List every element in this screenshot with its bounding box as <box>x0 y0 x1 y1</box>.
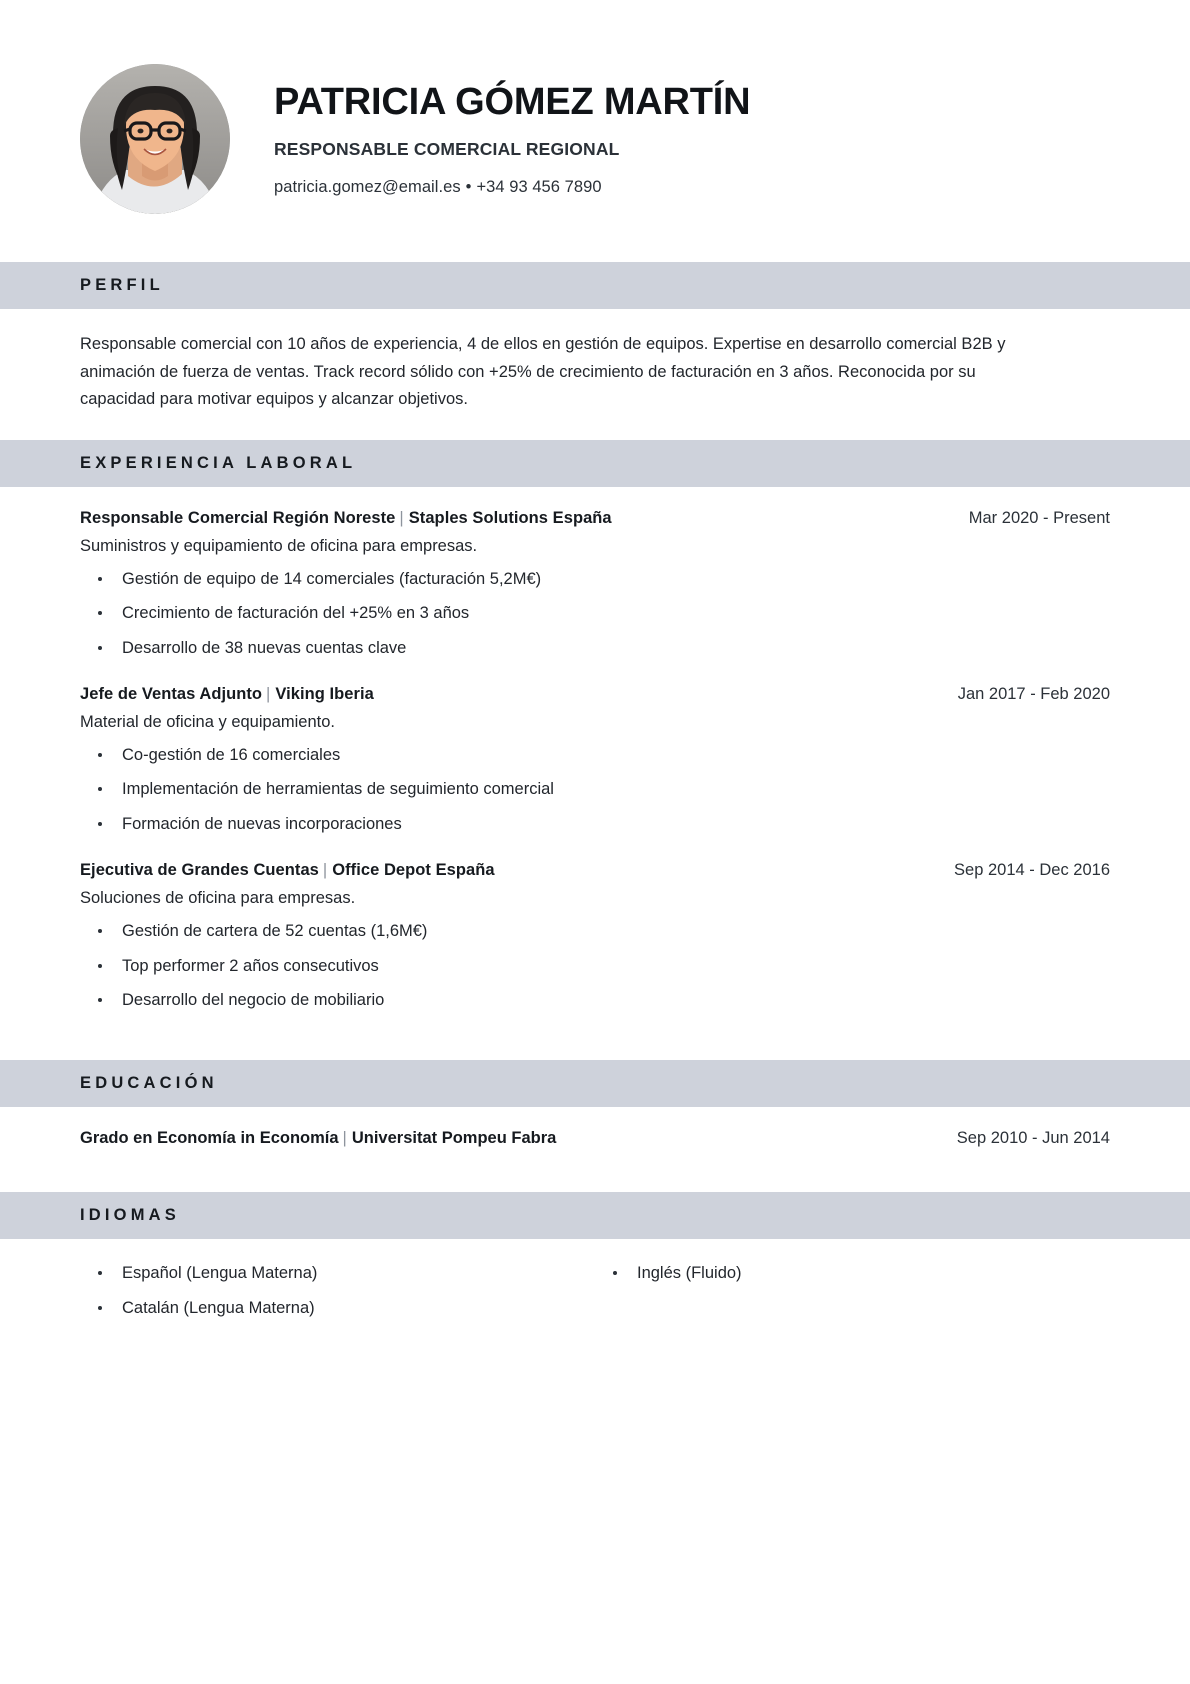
experience-item-header <box>80 685 1110 704</box>
section-title-languages: IDIOMAS <box>80 1205 180 1224</box>
section-title-experience: EXPERIENCIA LABORAL <box>80 453 357 472</box>
contact-line <box>274 178 1120 197</box>
experience-dates: Jan 2017 - Feb 2020 <box>957 684 1110 703</box>
experience-item <box>80 685 1110 835</box>
experience-bullets <box>80 745 1110 835</box>
languages-column-left <box>80 1261 595 1320</box>
experience-role-company <box>80 861 495 880</box>
experience-item-header <box>80 509 1110 528</box>
header-text-block <box>274 81 1120 198</box>
section-body-profile <box>0 309 1190 424</box>
experience-description: Soluciones de oficina para empresas. <box>80 889 356 908</box>
experience-item <box>80 509 1110 659</box>
pipe-separator: | <box>399 508 404 527</box>
experience-company: Staples Solutions España <box>408 508 612 527</box>
contact-phone[interactable]: +34 93 456 7890 <box>476 178 602 197</box>
list-item: Implementación de herramientas de seguimiento comercial <box>80 779 1110 800</box>
pipe-separator: | <box>342 1128 347 1147</box>
experience-description: Material de oficina y equipamiento. <box>80 712 335 731</box>
education-dates: Sep 2010 - Jun 2014 <box>956 1128 1110 1147</box>
resume-header <box>0 0 1190 262</box>
list-item: Gestión de cartera de 52 cuentas (1,6M€) <box>80 921 1110 942</box>
spacer <box>0 1158 1190 1192</box>
candidate-job-title: RESPONSABLE COMERCIAL REGIONAL <box>274 139 620 160</box>
education-institution: Universitat Pompeu Fabra <box>351 1128 557 1147</box>
education-item <box>80 1129 1110 1148</box>
list-item: Crecimiento de facturación del +25% en 3 años <box>80 603 1110 624</box>
list-item: Inglés (Fluido) <box>595 1263 1110 1284</box>
spacer <box>0 1026 1190 1060</box>
section-body-education <box>0 1107 1190 1158</box>
languages-grid <box>80 1261 1110 1320</box>
section-header-profile <box>0 262 1190 309</box>
pipe-separator: | <box>322 861 328 880</box>
experience-list <box>80 509 1110 1012</box>
list-item: Español (Lengua Materna) <box>80 1263 595 1284</box>
education-degree-institution <box>80 1129 556 1148</box>
section-title-profile: PERFIL <box>80 276 164 294</box>
experience-company: Viking Iberia <box>275 684 374 703</box>
experience-role-company <box>80 509 612 528</box>
section-header-education <box>0 1060 1190 1107</box>
experience-dates: Sep 2014 - Dec 2016 <box>954 861 1110 880</box>
list-item: Formación de nuevas incorporaciones <box>80 814 1110 835</box>
list-item: Top performer 2 años consecutivos <box>80 956 1110 977</box>
experience-company: Office Depot España <box>332 861 495 880</box>
experience-item <box>80 861 1110 1011</box>
section-body-experience <box>0 487 1190 1026</box>
pipe-separator: | <box>266 684 271 703</box>
section-title-education: EDUCACIÓN <box>80 1073 218 1092</box>
experience-role: Responsable Comercial Región Noreste <box>80 508 396 527</box>
experience-description: Suministros y equipamiento de oficina para empresas. <box>80 536 478 555</box>
list-item: Desarrollo de 38 nuevas cuentas clave <box>80 638 1110 659</box>
contact-email[interactable]: patricia.gomez@email.es <box>274 178 461 197</box>
experience-dates: Mar 2020 - Present <box>968 508 1110 527</box>
list-item: Catalán (Lengua Materna) <box>80 1298 595 1319</box>
spacer <box>0 424 1190 440</box>
avatar <box>80 64 230 214</box>
portrait-photo-icon <box>80 64 230 214</box>
list-item: Desarrollo del negocio de mobiliario <box>80 990 1110 1011</box>
languages-list-right <box>595 1263 1110 1284</box>
experience-role: Jefe de Ventas Adjunto <box>80 684 263 703</box>
candidate-name: PATRICIA GÓMEZ MARTÍN <box>274 80 751 123</box>
section-header-experience <box>0 440 1190 487</box>
experience-role-company <box>80 685 374 704</box>
section-header-languages <box>0 1192 1190 1239</box>
list-item: Gestión de equipo de 14 comerciales (facturación 5,2M€) <box>80 569 1110 590</box>
section-body-languages <box>0 1239 1190 1330</box>
profile-summary-text: Responsable comercial con 10 años de experiencia, 4 de ellos en gestión de equipos. Expertise en desarrollo comercial B2B y animación de fuerza de ventas. Track record sólido con +25% de crecimiento de facturación en 3 años. Reconocida por su capacidad para motivar equipos y alcanzar objetivos. <box>80 335 1006 409</box>
education-degree: Grado en Economía in Economía <box>80 1128 339 1147</box>
experience-bullets <box>80 569 1110 659</box>
contact-separator: • <box>465 178 472 197</box>
languages-column-right <box>595 1261 1110 1320</box>
languages-list-left <box>80 1263 595 1320</box>
list-item: Co-gestión de 16 comerciales <box>80 745 1110 766</box>
experience-item-header <box>80 861 1110 880</box>
experience-role: Ejecutiva de Grandes Cuentas <box>80 861 319 880</box>
experience-bullets <box>80 921 1110 1011</box>
